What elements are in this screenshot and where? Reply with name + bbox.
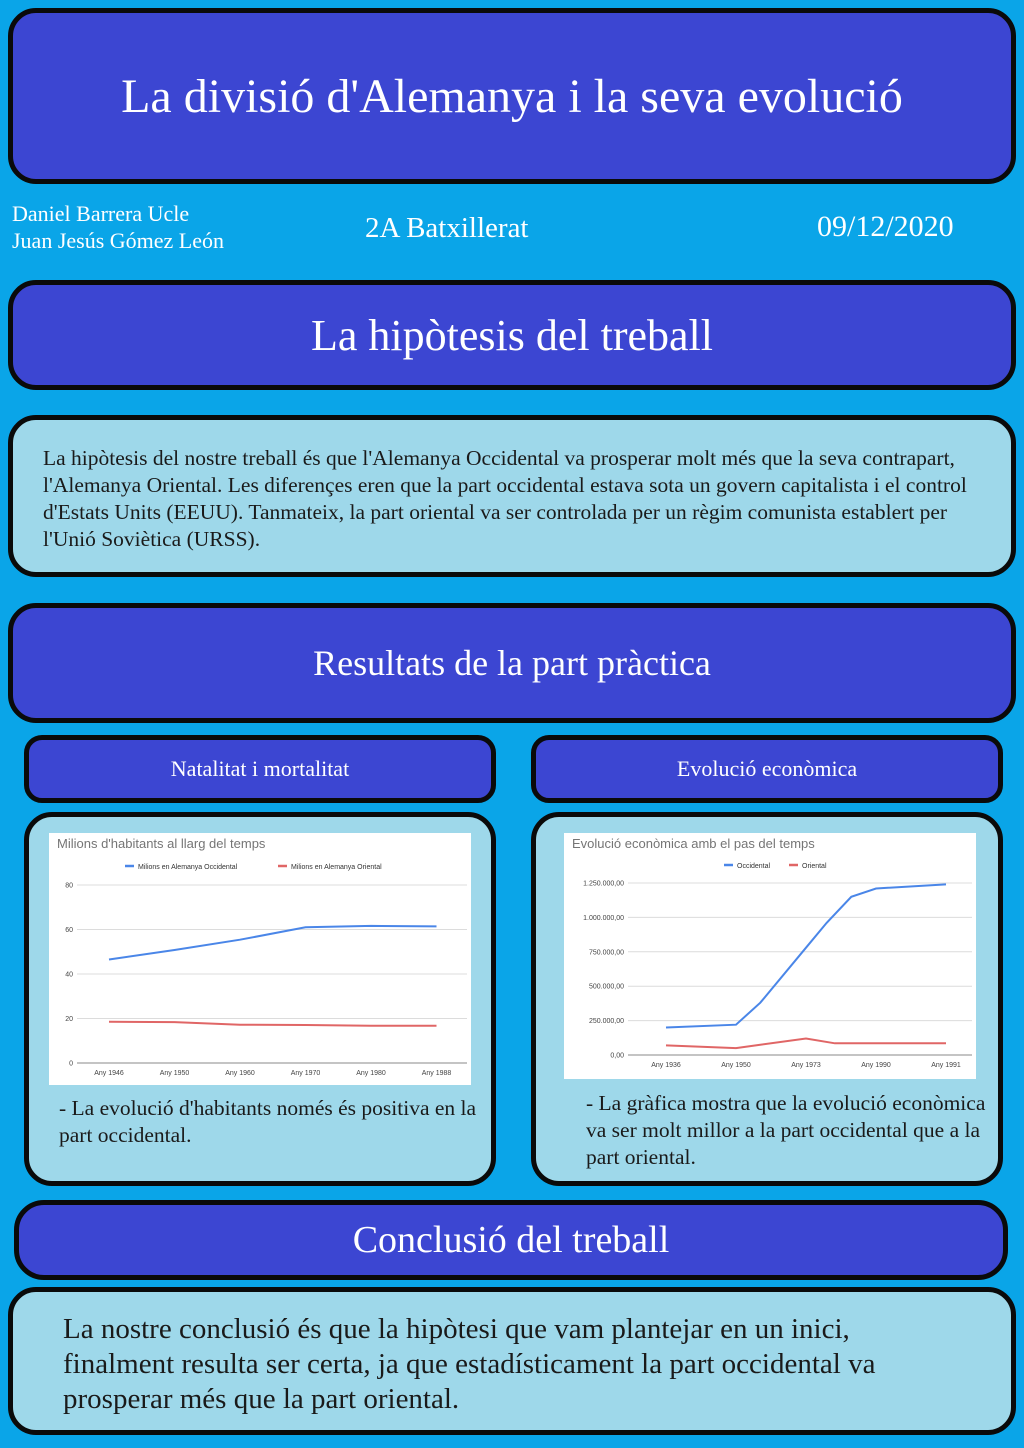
hypothesis-heading: La hipòtesis del treball [8, 280, 1016, 390]
chart-title: Milions d'habitants al llarg del temps [57, 836, 266, 851]
series-line [666, 1039, 946, 1049]
x-tick-label: Any 1950 [721, 1062, 751, 1069]
legend-label: Milions en Alemanya Oriental [291, 864, 382, 871]
results-heading: Resultats de la part pràctica [8, 603, 1016, 723]
series-line [666, 884, 946, 1027]
legend-label: Milions en Alemanya Occidental [138, 864, 238, 871]
natality-caption: - La evolució d'habitants només és positiva en la part occidental. [59, 1096, 477, 1147]
legend-label: Occidental [737, 863, 771, 870]
y-tick-label: 0 [69, 1060, 73, 1068]
y-tick-label: 0,00 [610, 1052, 624, 1060]
population-chart [49, 833, 471, 1085]
x-tick-label: Any 1936 [651, 1062, 681, 1069]
hypothesis-text: La hipòtesis del nostre treball és que l'Alemanya Occidental va prosperar molt més que la seva contrapart, l'Alemanya Oriental. Les diferençes eren que la part occidental estava sota un govern capitalista i el control d'Estats Units (EEUU). Tanmateix, la part oriental va ser controlada per un règim comunista establert per l'Unió Soviètica (URSS). [8, 415, 1016, 577]
y-tick-label: 1.000.000,00 [583, 914, 624, 922]
x-tick-label: Any 1946 [94, 1070, 124, 1077]
x-tick-label: Any 1988 [421, 1070, 452, 1077]
series-line [109, 926, 437, 960]
x-tick-label: Any 1980 [356, 1070, 386, 1077]
conclusion-heading: Conclusió del treball [14, 1200, 1008, 1280]
x-tick-label: Any 1950 [159, 1070, 190, 1077]
economy-chart [564, 833, 976, 1079]
y-tick-label: 40 [65, 971, 73, 979]
y-tick-label: 60 [65, 927, 73, 934]
y-tick-label: 20 [65, 1016, 73, 1023]
legend-label: Oriental [802, 863, 827, 870]
x-tick-label: Any 1960 [225, 1070, 255, 1077]
x-tick-label: Any 1991 [931, 1062, 961, 1069]
x-tick-label: Any 1990 [861, 1062, 891, 1069]
poster-title: La divisió d'Alemanya i la seva evolució [8, 8, 1016, 184]
series-line [109, 1022, 437, 1026]
y-tick-label: 750.000,00 [588, 949, 624, 957]
conclusion-text: La nostre conclusió és que la hipòtesi que vam plantejar en un inici, finalment resulta ser certa, ja que estadísticament la part occidental va prosperar més que la part oriental. [8, 1287, 1016, 1435]
chart-title: Evolució econòmica amb el pas del temps [572, 836, 815, 851]
x-tick-label: Any 1970 [290, 1070, 321, 1077]
economy-caption: - La gràfica mostra que la evolució econòmica va ser molt millor a la part occidental que a la part oriental. [586, 1091, 986, 1169]
economy-heading: Evolució econòmica [531, 735, 1003, 803]
population-chart-svg [49, 833, 471, 1085]
author-name: Daniel Barrera Ucle [12, 201, 190, 226]
y-tick-label: 80 [65, 882, 73, 890]
authors [12, 200, 224, 254]
x-tick-label: Any 1973 [791, 1062, 821, 1069]
economy-card [531, 812, 1003, 1186]
natality-heading: Natalitat i mortalitat [24, 735, 496, 803]
y-tick-label: 1.250.000,00 [583, 880, 624, 888]
author-name: Juan Jesús Gómez León [12, 228, 225, 253]
class-label: 2A Batxillerat [365, 212, 529, 244]
y-tick-label: 250.000,00 [588, 1018, 624, 1026]
date-label: 09/12/2020 [817, 210, 954, 243]
y-tick-label: 500.000,00 [588, 983, 624, 991]
economy-chart-svg [564, 833, 976, 1079]
natality-card [24, 812, 496, 1186]
